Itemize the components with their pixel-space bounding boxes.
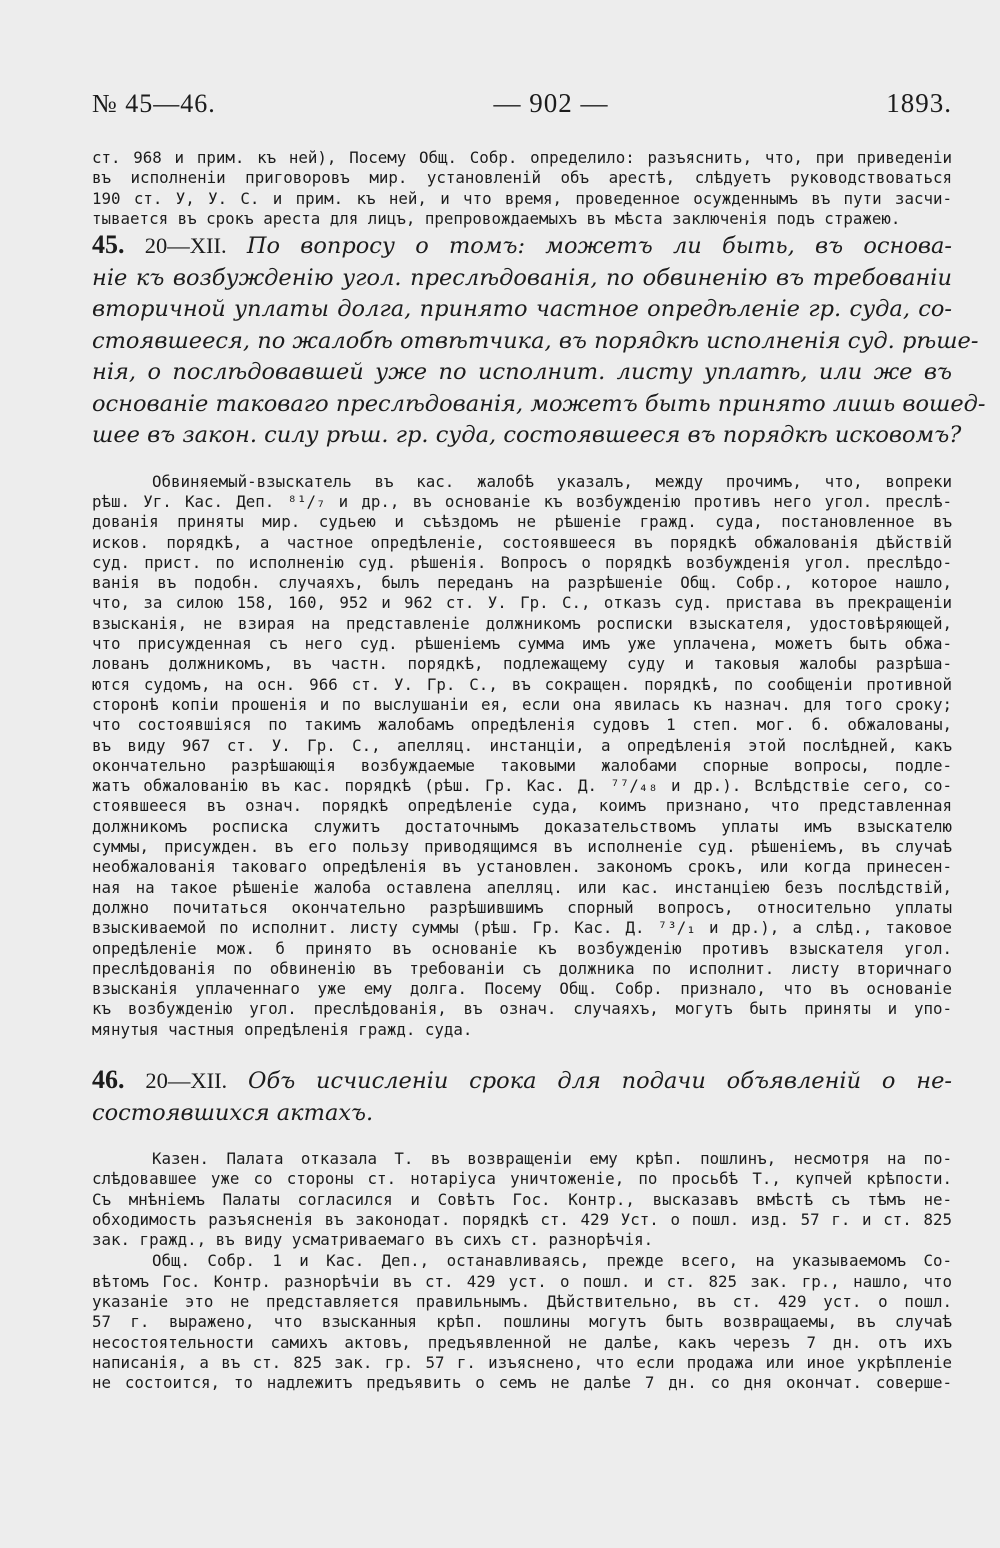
heading-line: стоявшееся, по жалобѣ отвѣтчика, въ порядкѣ исполненія суд. рѣше- <box>92 327 979 354</box>
question-text: Объ исчисленіи срока для подачи объявленій о не- <box>248 1068 953 1094</box>
text-line: 190 ст. У, У. С. и прим. къ ней, и что время, проведенное осужденнымъ въ пути засчи- <box>92 188 952 208</box>
text-line: 57 г. выражено, что взысканныя крѣп. пошлины могутъ быть возвращаемы, въ случаѣ <box>92 1312 952 1332</box>
issue-number: № 45—46. <box>92 89 216 118</box>
section-46-heading <box>92 1064 952 1129</box>
text-line: указаніе это не представляется правильнымъ. Дѣйствительно, въ ст. 429 уст. о пошл. <box>92 1292 952 1312</box>
section-number: 46. <box>92 1065 125 1094</box>
year: 1893. <box>886 88 952 118</box>
heading-line: основаніе таковаго преслѣдованія, можетъ быть принято лишь вошед- <box>92 390 986 417</box>
text-line: къ возбужденію угол. преслѣдованія, въ означ. случаяхъ, могутъ быть приняты и упо- <box>92 999 952 1019</box>
heading-line: состоявшихся актахъ. <box>92 1099 374 1126</box>
text-line: взысканія, не взирая на представленіе должникомъ росписки взыскателя, удостовѣряющей, <box>92 613 952 633</box>
text-line: несостоятельности самихъ актовъ, предъявленной не далѣе, какъ черезъ 7 дн. отъ ихъ <box>92 1332 952 1352</box>
text-line: зак. гражд., въ виду усматриваемаго въ сихъ ст. разнорѣчія. <box>92 1230 654 1250</box>
text-line: что, за силою 158, 160, 952 и 962 ст. У. Гр. С., отказъ суд. пристава въ прекращеніи <box>92 593 952 613</box>
text-line: опредѣленіе мож. б принято въ основаніе къ возбужденію противъ взыскателя угол. <box>92 938 952 958</box>
text-line: ст. 968 и прим. къ ней), Посему Общ. Собр. определило: разъяснить, что, при приведеніи <box>92 148 952 167</box>
text-line: ются судомъ, на осн. 966 ст. У. Гр. С., въ сокращен. порядкѣ, по сообщеніи противной <box>92 674 952 694</box>
text-line: Съ мнѣніемъ Палаты согласился и Совѣтъ Гос. Контр., высказавъ вмѣстѣ съ тѣмъ не- <box>92 1189 952 1209</box>
text-line: рѣш. Уг. Кас. Деп. ⁸¹/₇ и др., въ основаніе къ возбужденію противъ него угол. преслѣ- <box>92 491 952 511</box>
text-line: Казен. Палата отказала Т. въ возвращеніи ему крѣп. пошлинъ, несмотря на по- <box>152 1149 952 1168</box>
text-line: Общ. Собр. 1 и Кас. Деп., останавливаясь, прежде всего, на указываемомъ Со- <box>152 1251 952 1271</box>
intro-paragraph <box>92 148 952 229</box>
text-line: Обвиняемый-взыскатель въ кас. жалобѣ указалъ, между прочимъ, что, вопреки <box>152 471 952 491</box>
section-number: 45. <box>92 230 125 260</box>
section-45-heading <box>92 229 986 452</box>
heading-line: вторичной уплаты долга, принято частное опредѣленіе гр. суда, со- <box>92 296 952 323</box>
section-46-paragraph-1 <box>92 1149 952 1250</box>
text-line: что присужденная съ него суд. рѣшеніемъ сумма имъ уже уплачена, можетъ быть обжа- <box>92 634 952 654</box>
text-line: преслѣдованія по обвиненію въ требованіи съ должника по исполнит. листу вторичнаго <box>92 958 952 978</box>
text-line: исков. порядкѣ, а частное опредѣленіе, состоявшееся въ порядкѣ обжалованія дѣйствій <box>92 532 952 552</box>
text-line: должникомъ росписка служитъ достаточнымъ доказательствомъ уплаты имъ взыскателю <box>92 816 952 836</box>
text-line: мянутыя частныя опредѣленія гражд. суда. <box>92 1019 473 1039</box>
text-line: что состоявшіяся по такимъ жалобамъ опредѣленія судовъ 1 степ. мог. б. обжалованы, <box>92 715 952 735</box>
question-text: По вопросу о томъ: можетъ ли быть, въ основа- <box>246 233 952 260</box>
text-line: необжалованія таковаго опредѣленія въ установлен. закономъ срокъ, или когда принесен- <box>92 857 952 877</box>
text-line: ванія въ подобн. случаяхъ, былъ переданъ на разрѣшеніе Общ. Собр., которое нашло, <box>92 573 952 593</box>
text-line: слѣдовавшее уже со стороны ст. нотаріуса уничтоженіе, по просьбѣ Т., купчей крѣпости. <box>92 1169 952 1189</box>
text-line: жатъ обжалованію въ кас. порядкѣ (рѣш. Гр. Кас. Д. ⁷⁷/₄₈ и др.). Вслѣдствіе сего, со- <box>92 776 952 796</box>
text-line: тывается въ срокъ ареста для лицъ, препровождаемыхъ въ мѣста заключенія подъ стражею. <box>92 208 901 228</box>
text-line: написанія, а въ ст. 825 зак. гр. 57 г. изъяснено, что если продажа или иное укрѣпленіе <box>92 1352 952 1372</box>
heading-line <box>92 1064 952 1098</box>
heading-line: нія, о послѣдовавшей уже по исполнит. листу уплатѣ, или же въ <box>92 359 952 386</box>
heading-line: шее въ закон. силу рѣш. гр. суда, состоявшееся въ порядкѣ исковомъ? <box>92 422 962 449</box>
text-line: взыскиваемой по исполнит. листу суммы (рѣш. Гр. Кас. Д. ⁷³/₁ и др.), а слѣд., таковое <box>92 918 952 938</box>
text-line: стоявшееся въ означ. порядкѣ опредѣленіе суда, коимъ признано, что представленная <box>92 796 952 816</box>
text-line: сторонѣ копіи прошенія и по выслушаніи ея, если она явилась къ назнач. для того сроку; <box>92 694 952 714</box>
text-line: въ исполненіи приговоровъ мир. установленій объ арестѣ, слѣдуетъ руководствоваться <box>92 168 952 188</box>
text-line: суммы, присужден. въ его пользу приводящимся въ исполненіе суд. рѣшеніемъ, въ случаѣ <box>92 837 952 857</box>
section-date: 20—XII. <box>144 233 227 259</box>
text-line: взысканія уплаченнаго уже ему долга. Посему Общ. Собр. признало, что въ основаніе <box>92 979 952 999</box>
page-header <box>92 88 952 140</box>
section-45-body <box>92 472 952 1040</box>
text-line: должно почитаться окончательно разрѣшившимъ спорный вопросъ, относительно уплаты <box>92 897 952 917</box>
page-number: — 902 — <box>493 88 609 118</box>
text-line: дованія приняты мир. судьею и съѣздомъ не рѣшеніе гражд. суда, постановленное въ <box>92 512 952 532</box>
text-line: вѣтомъ Гос. Контр. разнорѣчіи въ ст. 429 уст. о пошл. и ст. 825 зак. гр., нашло, что <box>92 1271 952 1291</box>
heading-line <box>92 229 952 263</box>
text-line: ная на такое рѣшеніе жалоба оставлена апелляц. или кас. инстанціею безъ послѣдствій, <box>92 877 952 897</box>
section-46-paragraph-2 <box>92 1251 952 1393</box>
heading-line: ніе къ возбужденію угол. преслѣдованія, по обвиненію въ требованіи <box>92 264 952 291</box>
section-date: 20—XII. <box>145 1068 228 1093</box>
text-line: обходимость разъясненія въ законодат. порядкѣ ст. 429 Уст. о пошл. изд. 57 г. и ст. 825 <box>92 1209 952 1229</box>
text-line: въ виду 967 ст. У. Гр. С., апелляц. инстанціи, а опредѣленія этой послѣдней, какъ <box>92 735 952 755</box>
text-line: не состоится, то надлежитъ предъявить о семъ не далѣе 7 дн. со дня окончат. соверше- <box>92 1373 952 1393</box>
text-line: окончательно разрѣшающія возбуждаемые таковыми жалобами спорные вопросы, подле- <box>92 755 952 775</box>
text-line: лованъ должникомъ, въ частн. порядкѣ, подлежащему суду и таковыя жалобы разрѣша- <box>92 654 952 674</box>
text-line: суд. прист. по исполненію суд. рѣшенія. Вопросъ о порядкѣ возбужденія угол. преслѣдо- <box>92 552 952 572</box>
